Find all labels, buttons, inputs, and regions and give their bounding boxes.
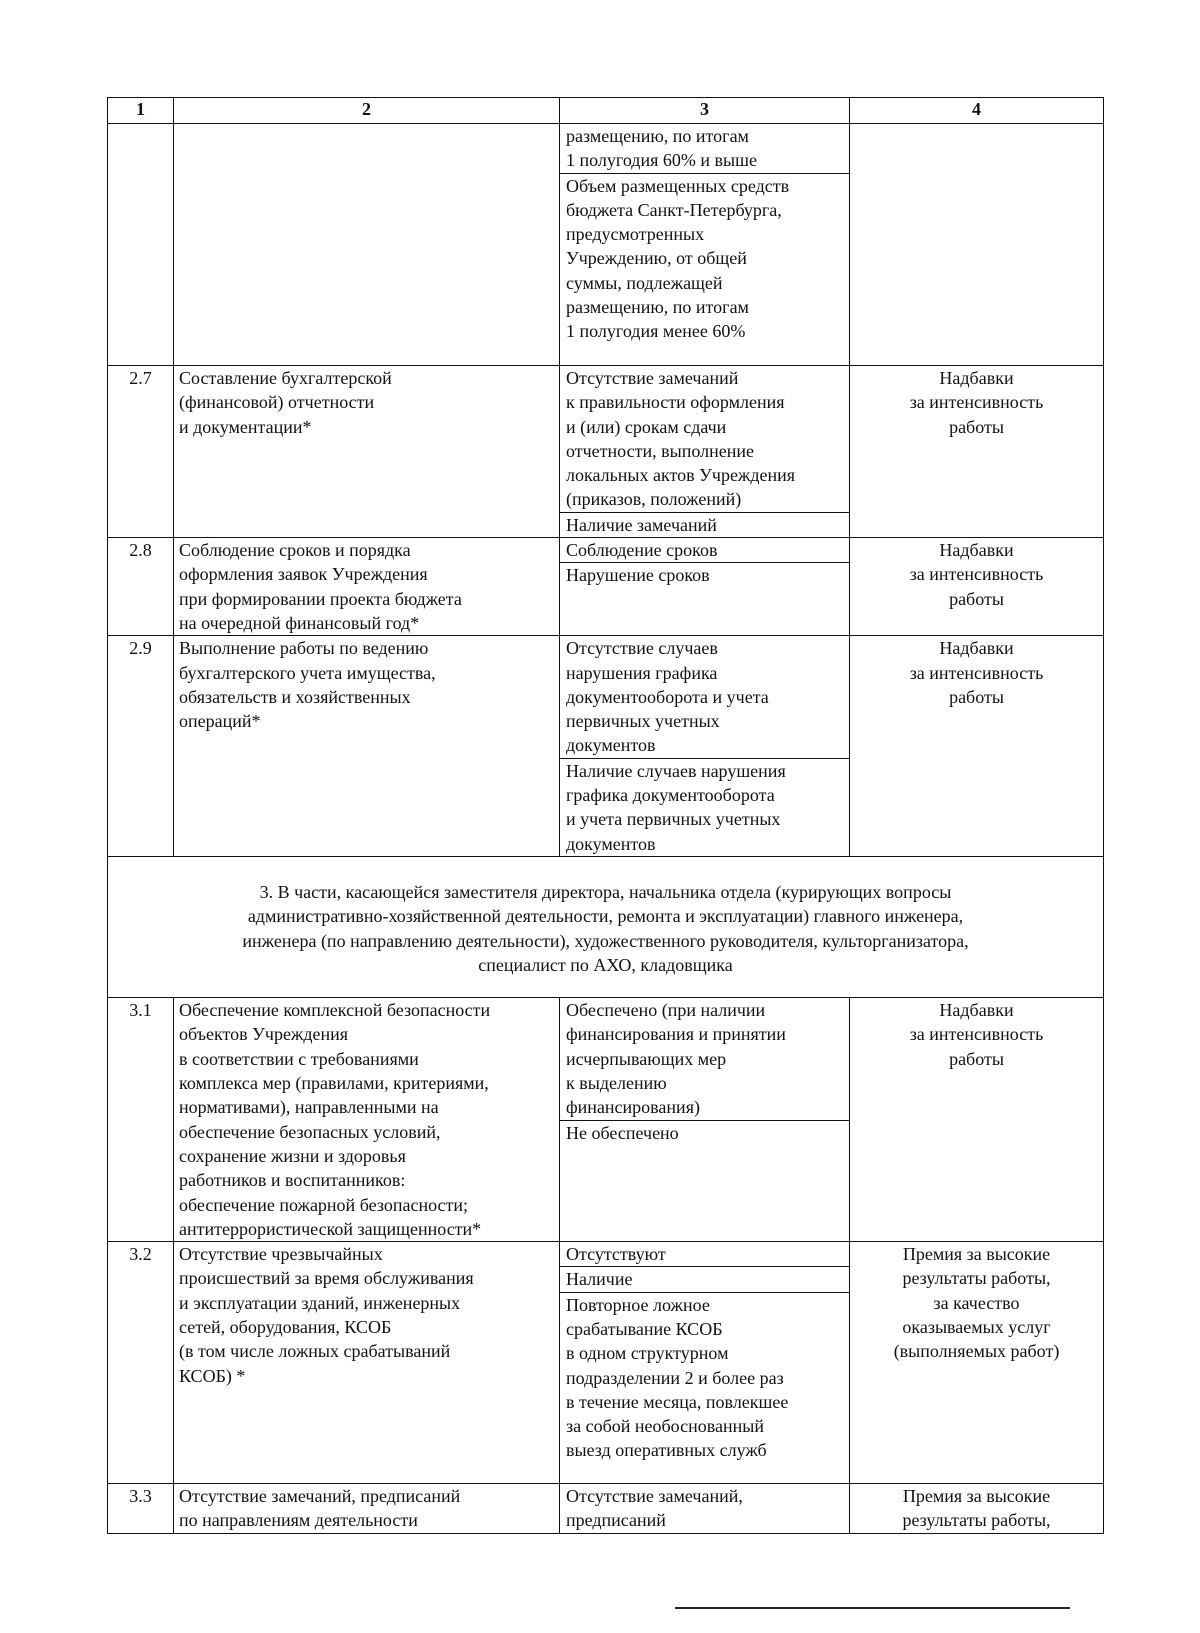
criterion-values <box>560 998 850 1242</box>
table-row <box>108 1484 1104 1534</box>
row-number: 2.8 <box>108 538 174 636</box>
criterion-value: Отсутствие замечаний, предписаний <box>566 1486 743 1531</box>
section-3-title: 3. В части, касающейся заместителя директора, начальника отдела (курирующих вопросы административно-хозяйственной деятельности, ремонта и эксплуатации) главного инженера, инженера (по направлению деятельности), художественного руководителя, культорганизатора, специалист по АХО, кладовщика <box>108 856 1104 997</box>
row-number <box>108 124 174 366</box>
table-row <box>108 124 1104 366</box>
criterion-name: Составление бухгалтерской (финансовой) отчетности и документации* <box>174 366 560 538</box>
criterion-name: Отсутствие замечаний, предписаний по направлениям деятельности <box>174 1484 560 1534</box>
criterion-value: Отсутствуют <box>566 1244 666 1265</box>
criterion-value: размещению, по итогам 1 полугодия 60% и выше <box>566 126 757 171</box>
criterion-values <box>560 636 850 857</box>
row-number: 3.2 <box>108 1242 174 1484</box>
section-title-row <box>108 856 1104 997</box>
header-col-1: 1 <box>108 98 174 124</box>
criterion-name: Отсутствие чрезвычайных происшествий за время обслуживания и эксплуатации зданий, инженерных сетей, оборудования, КСОБ (в том числе ложных срабатываний КСОБ) * <box>174 1242 560 1484</box>
criterion-value: Отсутствие замечаний к правильности оформления и (или) срокам сдачи отчетности, выполнение локальных актов Учреждения (приказов, положений) <box>566 368 796 510</box>
header-col-2: 2 <box>174 98 560 124</box>
criterion-value: Повторное ложное срабатывание КСОБ в одном структурном подразделении 2 и более раз в течение месяца, повлекшее за собой необоснованный выезд оперативных служб <box>560 1292 849 1463</box>
criterion-value: Объем размещенных средств бюджета Санкт-Петербурга, предусмотренных Учреждению, от общей суммы, подлежащей размещению, по итогам 1 полугодия менее 60% <box>560 173 849 344</box>
criterion-values <box>560 1484 850 1534</box>
header-col-3: 3 <box>560 98 850 124</box>
criterion-name: Соблюдение сроков и порядка оформления заявок Учреждения при формировании проекта бюджета на очередной финансовый год* <box>174 538 560 636</box>
table-row <box>108 1242 1104 1484</box>
header-col-4: 4 <box>850 98 1104 124</box>
criterion-value: Отсутствие случаев нарушения графика документооборота и учета первичных учетных документов <box>566 638 769 756</box>
table-row <box>108 998 1104 1242</box>
criterion-value: Не обеспечено <box>560 1120 849 1145</box>
criterion-value: Наличие <box>560 1266 849 1291</box>
row-number: 3.3 <box>108 1484 174 1534</box>
criterion-values <box>560 538 850 636</box>
row-number: 3.1 <box>108 998 174 1242</box>
criterion-values <box>560 124 850 366</box>
payment-type: Надбавки за интенсивность работы <box>850 366 1104 538</box>
table-row <box>108 366 1104 538</box>
payment-type: Надбавки за интенсивность работы <box>850 538 1104 636</box>
criterion-values <box>560 1242 850 1484</box>
page-bottom-rule <box>675 1607 1070 1609</box>
criterion-name: Обеспечение комплексной безопасности объектов Учреждения в соответствии с требованиями комплекса мер (правилами, критериями, нормативами), направленными на обеспечение безопасных условий, сохранение жизни и здоровья работников и воспитанников: обеспечение пожарной безопасности; антитеррористической защищенности* <box>174 998 560 1242</box>
payment-type: Премия за высокие результаты работы, <box>850 1484 1104 1534</box>
row-number: 2.7 <box>108 366 174 538</box>
payment-type: Надбавки за интенсивность работы <box>850 998 1104 1242</box>
criterion-value: Обеспечено (при наличии финансирования и принятии исчерпывающих мер к выделению финансирования) <box>566 1000 786 1118</box>
payment-type <box>850 124 1104 366</box>
criterion-value: Наличие случаев нарушения графика документооборота и учета первичных учетных документов <box>560 758 849 856</box>
criterion-value: Наличие замечаний <box>560 512 849 537</box>
payment-type: Надбавки за интенсивность работы <box>850 636 1104 857</box>
criteria-table <box>107 97 1104 1534</box>
criterion-value: Соблюдение сроков <box>566 540 718 561</box>
table-header-row <box>108 98 1104 124</box>
criterion-value: Нарушение сроков <box>560 562 849 587</box>
payment-type: Премия за высокие результаты работы, за качество оказываемых услуг (выполняемых работ) <box>850 1242 1104 1484</box>
criterion-values <box>560 366 850 538</box>
criterion-name: Выполнение работы по ведению бухгалтерского учета имущества, обязательств и хозяйственных операций* <box>174 636 560 857</box>
row-number: 2.9 <box>108 636 174 857</box>
table-row <box>108 636 1104 857</box>
table-row <box>108 538 1104 636</box>
criterion-name <box>174 124 560 366</box>
